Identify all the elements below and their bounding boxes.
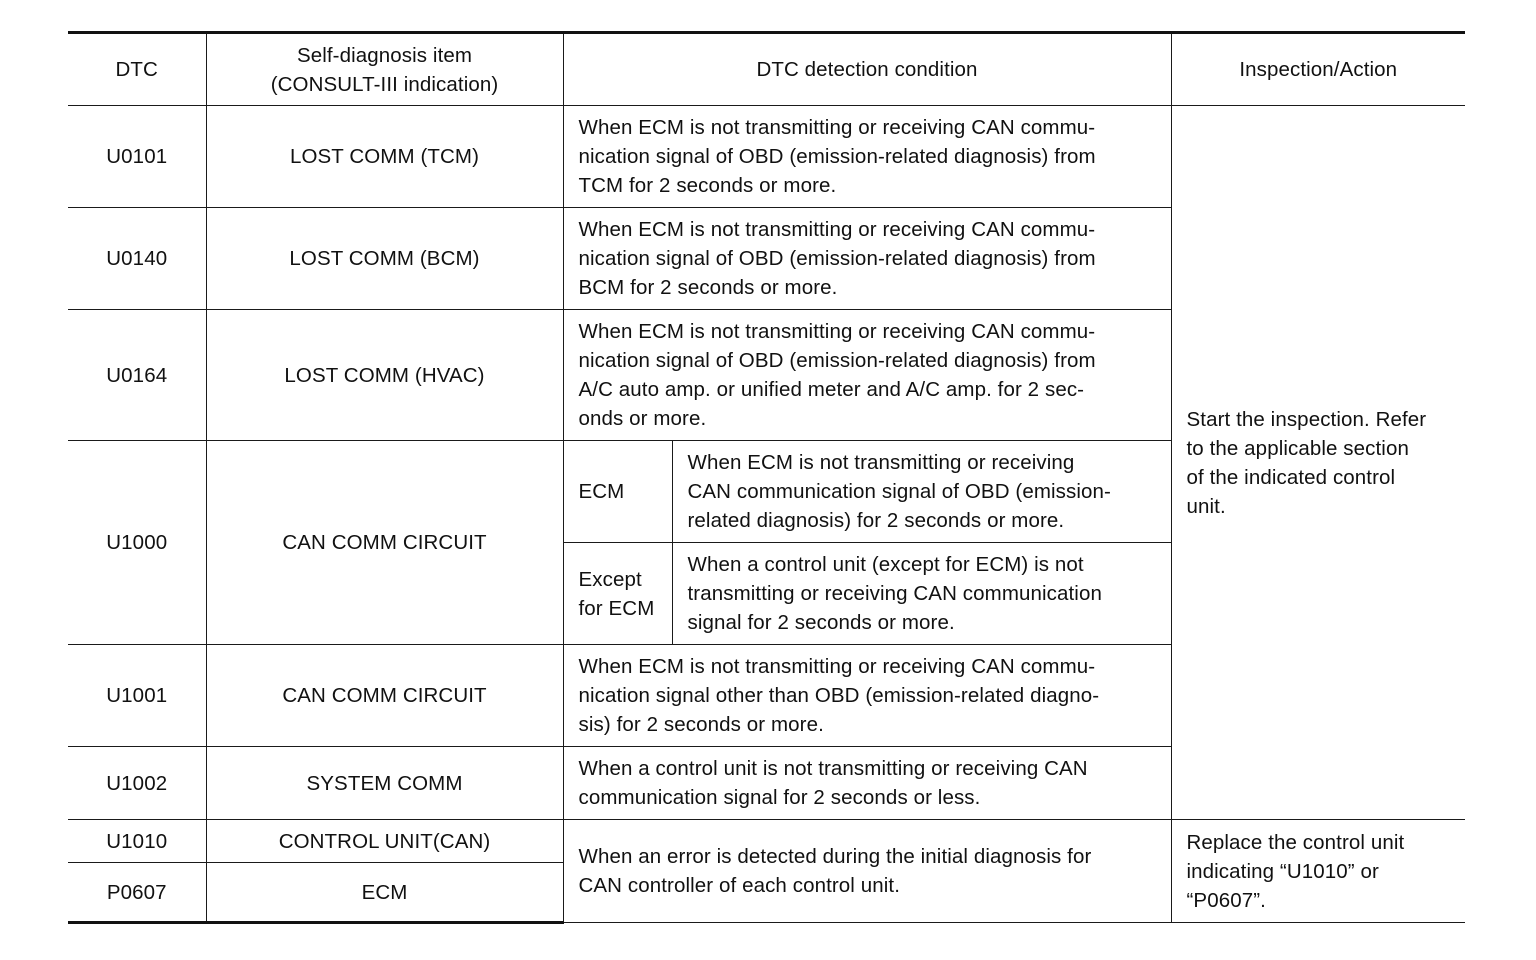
condition-line: A/C auto amp. or unified meter and A/C amp. for 2 sec- [578, 378, 1085, 401]
condition-line: signal for 2 seconds or more. [687, 611, 955, 634]
diagnosis-item: LOST COMM (HVAC) [206, 310, 563, 441]
action-line: unit. [1186, 494, 1226, 518]
sub-unit-label-except-ecm [563, 543, 672, 645]
detection-condition [672, 543, 1171, 645]
condition-line: When ECM is not transmitting or receiving CAN commu- [578, 655, 1096, 678]
condition-line: nication signal of OBD (emission-related diagnosis) from [578, 247, 1096, 270]
diagnosis-item: LOST COMM (BCM) [206, 208, 563, 310]
dtc-code: U1010 [68, 820, 206, 863]
condition-line: When a control unit (except for ECM) is not [687, 553, 1084, 576]
dtc-code: U0140 [68, 208, 206, 310]
detection-condition [563, 747, 1171, 820]
dtc-code: U0101 [68, 106, 206, 208]
header-self-diag-line: (CONSULT-III indication) [270, 72, 499, 96]
diagnosis-item: SYSTEM COMM [206, 747, 563, 820]
condition-line: When a control unit is not transmitting or receiving CAN [578, 757, 1088, 780]
header-inspection-action: Inspection/Action [1171, 33, 1465, 106]
condition-line: When ECM is not transmitting or receiving CAN commu- [578, 116, 1096, 139]
action-line: Start the inspection. Refer [1186, 407, 1427, 431]
condition-line: When ECM is not transmitting or receiving CAN commu- [578, 218, 1096, 241]
sub-unit-label-ecm: ECM [563, 441, 672, 543]
dtc-code: U1001 [68, 645, 206, 747]
condition-line: nication signal of OBD (emission-related diagnosis) from [578, 349, 1096, 372]
table-row-u1010 [68, 820, 1465, 863]
sub-unit-label-line: Except [578, 567, 642, 591]
diagnosis-item: CAN COMM CIRCUIT [206, 645, 563, 747]
condition-line: sis) for 2 seconds or more. [578, 713, 824, 736]
dtc-table [68, 31, 1465, 924]
condition-line: When an error is detected during the initial diagnosis for [578, 845, 1092, 868]
dtc-code: U1000 [68, 441, 206, 645]
condition-line: nication signal of OBD (emission-related diagnosis) from [578, 145, 1096, 168]
detection-condition [563, 106, 1171, 208]
action-line: to the applicable section [1186, 436, 1409, 460]
header-self-diag-line: Self-diagnosis item [296, 43, 473, 67]
dtc-code: U1002 [68, 747, 206, 820]
condition-line: communication signal for 2 seconds or less. [578, 786, 981, 809]
action-line: indicating “U1010” or [1186, 859, 1379, 883]
header-row [68, 33, 1465, 106]
condition-line: TCM for 2 seconds or more. [578, 174, 837, 197]
condition-line: When ECM is not transmitting or receiving [687, 451, 1075, 474]
inspection-action-start [1171, 106, 1465, 820]
detection-condition [563, 645, 1171, 747]
dtc-code: U0164 [68, 310, 206, 441]
detection-condition [672, 441, 1171, 543]
detection-condition [563, 310, 1171, 441]
dtc-code: P0607 [68, 863, 206, 923]
condition-line: CAN controller of each control unit. [578, 874, 900, 897]
condition-line: When ECM is not transmitting or receiving CAN commu- [578, 320, 1096, 343]
condition-line: onds or more. [578, 407, 707, 430]
detection-condition [563, 820, 1171, 923]
condition-line: CAN communication signal of OBD (emission- [687, 480, 1111, 503]
sub-unit-label-line: for ECM [578, 596, 655, 620]
header-detection-condition: DTC detection condition [563, 33, 1171, 106]
diagnosis-item: CAN COMM CIRCUIT [206, 441, 563, 645]
action-line: of the indicated control [1186, 465, 1396, 489]
table-row-u0101 [68, 106, 1465, 208]
condition-line: transmitting or receiving CAN communication [687, 582, 1102, 605]
diagnosis-item: ECM [206, 863, 563, 923]
diagnosis-item: LOST COMM (TCM) [206, 106, 563, 208]
header-self-diagnosis-item [206, 33, 563, 106]
action-line: “P0607”. [1186, 888, 1266, 912]
condition-line: nication signal other than OBD (emission-related diagno- [578, 684, 1100, 707]
inspection-action-replace [1171, 820, 1465, 923]
condition-line: BCM for 2 seconds or more. [578, 276, 838, 299]
action-line: Replace the control unit [1186, 830, 1405, 854]
header-dtc: DTC [68, 33, 206, 106]
condition-line: related diagnosis) for 2 seconds or more. [687, 509, 1065, 532]
diagnosis-item: CONTROL UNIT(CAN) [206, 820, 563, 863]
detection-condition [563, 208, 1171, 310]
